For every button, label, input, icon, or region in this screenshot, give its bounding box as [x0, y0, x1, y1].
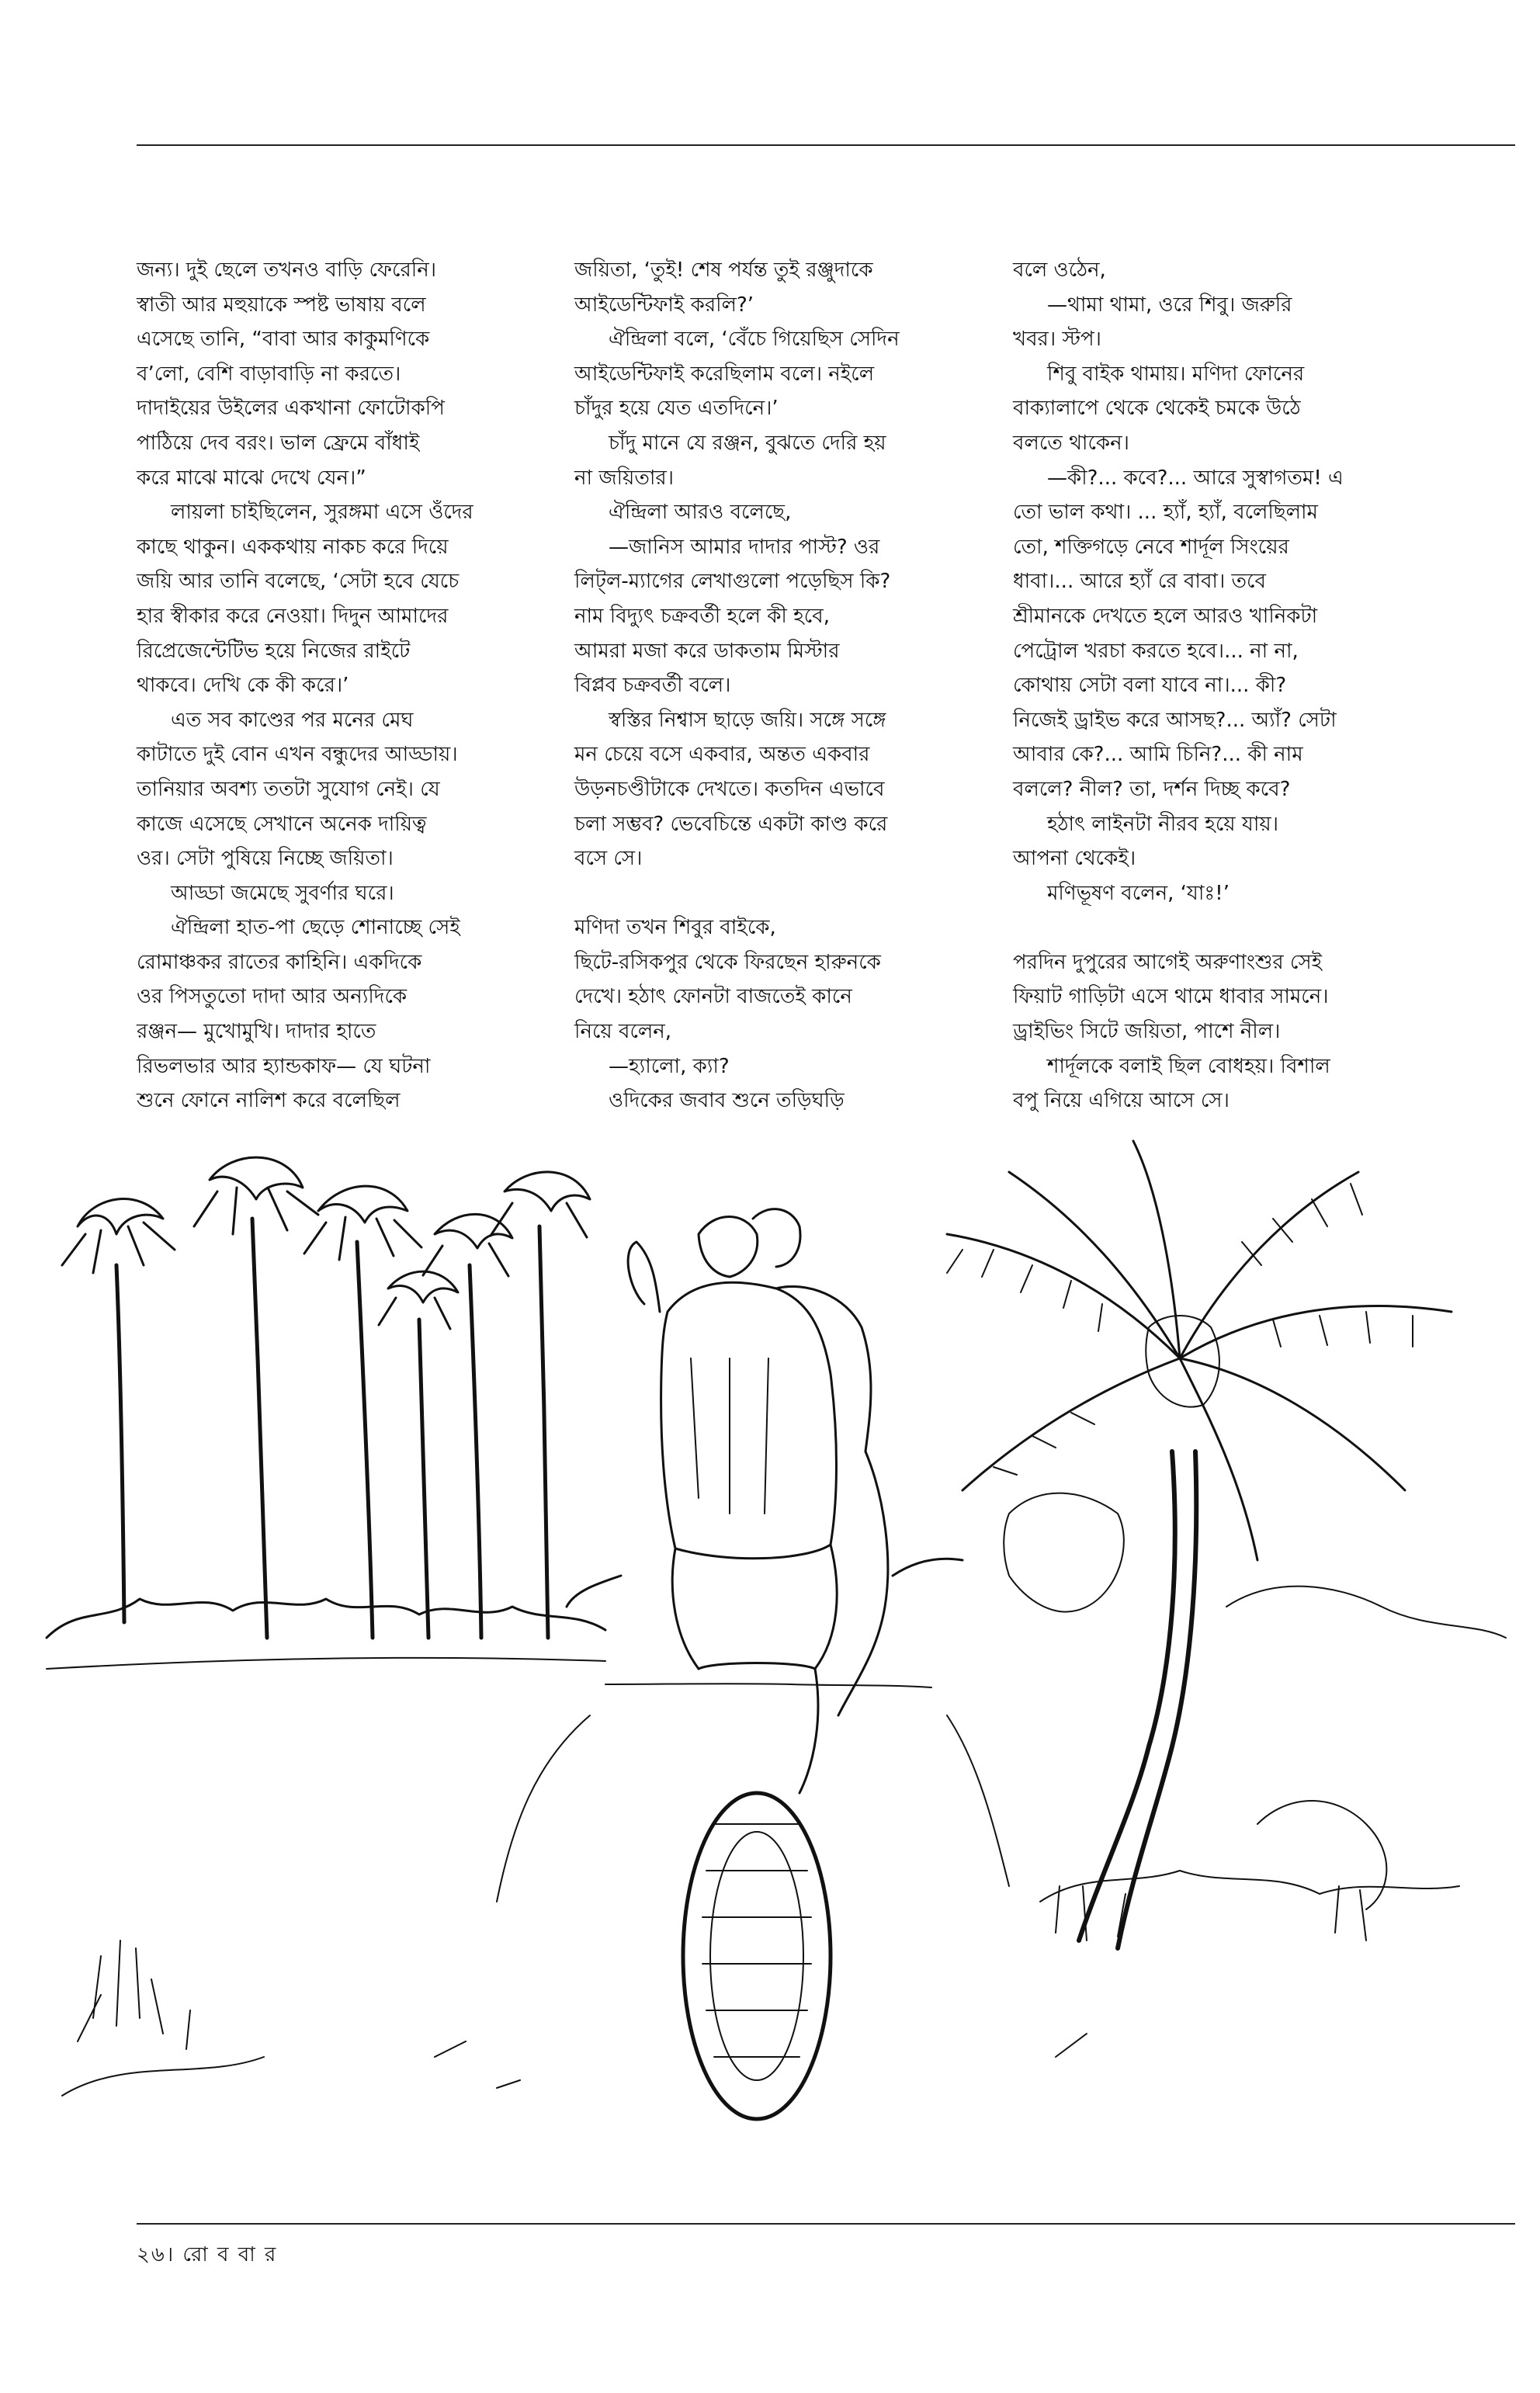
text-line: কাজে এসেছে সেখানে অনেক দায়িত্ব [137, 812, 427, 836]
folio-separator: । [165, 2243, 175, 2266]
magazine-name: রো ব বা র [182, 2243, 278, 2266]
text-line: শার্দূলকে বলাই ছিল বোধহয়। বিশাল [1047, 1054, 1330, 1078]
text-line: শিবু বাইক থামায়। মণিদা ফোনের [1047, 362, 1305, 386]
text-line: দেখে। হঠাৎ ফোনটা বাজতেই কানে [574, 985, 852, 1009]
text-line: এত সব কাণ্ডের পর মনের মেঘ [171, 708, 414, 732]
text-line: বলে ওঠেন, [1013, 258, 1106, 282]
text-line: ব’লো, বেশি বাড়াবাড়ি না করতে। [137, 362, 401, 386]
text-line: বলতে থাকেন। [1013, 431, 1129, 455]
text-line: খবর। স্টপ। [1013, 328, 1101, 352]
text-line: —থামা থামা, ওরে শিবু। জরুরি [1047, 293, 1292, 317]
text-column-1 [137, 253, 525, 1118]
text-line: বসে সে। [574, 847, 643, 871]
text-line: ছিটে-রসিকপুর থেকে ফিরছেন হারুনকে [574, 950, 881, 974]
text-line: চলা সম্ভব? ভেবেচিন্তে একটা কাণ্ড করে [574, 812, 888, 836]
text-line: আবার কে?... আমি চিনি?... কী নাম [1013, 743, 1303, 767]
text-line: দাদাইয়ের উইলের একখানা ফোটোকপি [137, 397, 445, 421]
text-line: মণিদা তখন শিবুর বাইকে, [574, 916, 776, 940]
text-line: রোমাঞ্চকর রাতের কাহিনি। একদিকে [137, 950, 422, 974]
text-line: আপনা থেকেই। [1013, 847, 1136, 871]
paragraph-gap [1013, 910, 1401, 945]
text-line: কাছে থাকুন। এককথায় নাকচ করে দিয়ে [137, 535, 449, 559]
text-line: এসেছে তানি, “বাবা আর কাকুমণিকে [137, 328, 430, 352]
paragraph-gap [574, 876, 962, 911]
text-line: আমরা মজা করে ডাকতাম মিস্টার [574, 639, 840, 663]
text-line: পেট্রোল খরচা করতে হবে।... না না, [1013, 639, 1299, 663]
text-line: বিপ্লব চক্রবর্তী বলে। [574, 674, 731, 698]
text-line: নিয়ে বলেন, [574, 1020, 672, 1044]
text-line: ওর। সেটা পুষিয়ে নিচ্ছে জয়িতা। [137, 847, 394, 871]
text-line: না জয়িতার। [574, 466, 674, 490]
text-line: চাঁদুর হয়ে যেত এতদিনে।’ [574, 397, 779, 421]
text-line: হঠাৎ লাইনটা নীরব হয়ে যায়। [1047, 812, 1278, 836]
text-line: —হ্যালো, ক্যা? [609, 1054, 730, 1078]
text-line: রিভলভার আর হ্যান্ডকাফ— যে ঘটনা [137, 1054, 431, 1078]
text-line: তো, শক্তিগড়ে নেবে শার্দূল সিংয়ের [1013, 535, 1289, 559]
bottom-rule [137, 2223, 1515, 2225]
palm-trees-left [62, 1157, 590, 1638]
shrubs-right [1004, 1493, 1506, 1940]
text-line: স্বস্তির নিশ্বাস ছাড়ে জয়ি। সঙ্গে সঙ্গে [609, 708, 886, 732]
text-line: নিজেই ড্রাইভ করে আসছ?... অ্যাঁ? সেটা [1013, 708, 1337, 732]
text-line: তো ভাল কথা। ... হ্যাঁ, হ্যাঁ, বলেছিলাম [1013, 501, 1318, 525]
text-line: ঐন্দ্রিলা বলে, ‘বেঁচে গিয়েছিস সেদিন [609, 328, 900, 352]
text-line: থাকবে। দেখি কে কী করে।’ [137, 674, 349, 698]
text-line: আইডেন্টিফাই করেছিলাম বলে। নইলে [574, 362, 875, 386]
text-line: জয়িতা, ‘তুই! শেষ পর্যন্ত তুই রঞ্জুদাকে [574, 258, 873, 282]
text-line: —জানিস আমার দাদার পাস্ট? ওর [609, 535, 880, 559]
footer-folio [137, 2239, 277, 2273]
text-line: পরদিন দুপুরের আগেই অরুণাংশুর সেই [1013, 950, 1323, 974]
text-line: ওদিকের জবাব শুনে তড়িঘড়ি [609, 1089, 845, 1113]
page-number: ২৬ [137, 2243, 166, 2266]
text-line: জয়ি আর তানি বলেছে, ‘সেটা হবে যেচে [137, 570, 460, 594]
text-line: মন চেয়ে বসে একবার, অন্তত একবার [574, 743, 870, 767]
text-line: ধাবা।... আরে হ্যাঁ রে বাবা। তবে [1013, 570, 1266, 594]
shrubs-left [47, 1599, 605, 2096]
text-line: ওর পিসতুতো দাদা আর অন্যদিকে [137, 985, 408, 1009]
text-line: পাঠিয়ে দেব বরং। ভাল ফ্রেমে বাঁধাই [137, 431, 420, 455]
illustration-motorbike-road [31, 1125, 1521, 2197]
text-line: বললে? নীল? তা, দর্শন দিচ্ছ কবে? [1013, 777, 1291, 801]
text-line: লিট্‌ল-ম্যাগের লেখাগুলো পড়েছিস কি? [574, 570, 891, 594]
text-line: আইডেন্টিফাই করলি?’ [574, 293, 754, 317]
text-line: উড়নচণ্ডীটাকে দেখতে। কতদিন এভাবে [574, 777, 885, 801]
text-line: কোথায় সেটা বলা যাবে না।... কী? [1013, 674, 1287, 698]
text-line: তানিয়ার অবশ্য ততটা সুযোগ নেই। যে [137, 777, 440, 801]
text-column-3 [1013, 253, 1401, 1118]
text-line: চাঁদু মানে যে রঞ্জন, বুঝতে দেরি হয় [609, 431, 886, 455]
text-column-2 [574, 253, 962, 1118]
text-line: ফিয়াট গাড়িটা এসে থামে ধাবার সামনে। [1013, 985, 1329, 1009]
text-line: ঐন্দ্রিলা আরও বলেছে, [609, 501, 792, 525]
palm-tree-right [947, 1141, 1452, 1948]
text-line: বাক্যালাপে থেকে থেকেই চমকে উঠে [1013, 397, 1301, 421]
text-line: মণিভূষণ বলেন, ‘যাঃ!’ [1047, 881, 1230, 905]
text-line: নাম বিদ্যুৎ চক্রবর্তী হলে কী হবে, [574, 604, 830, 628]
text-line: ঐন্দ্রিলা হাত-পা ছেড়ে শোনাচ্ছে সেই [171, 916, 460, 940]
text-line: —কী?... কবে?... আরে সুস্বাগতম! এ [1047, 466, 1344, 490]
text-line: স্বাতী আর মহুয়াকে স্পষ্ট ভাষায় বলে [137, 293, 426, 317]
top-rule [137, 144, 1515, 146]
motorbike-riders [567, 1209, 962, 2119]
text-line: ড্রাইভিং সিটে জয়িতা, পাশে নীল। [1013, 1020, 1281, 1044]
text-line: শুনে ফোনে নালিশ করে বলেছিল [137, 1089, 401, 1113]
text-line: করে মাঝে মাঝে দেখে যেন।” [137, 466, 366, 490]
text-line: রিপ্রেজেন্টেটিভ হয়ে নিজের রাইটে [137, 639, 411, 663]
text-line: জন্য। দুই ছেলে তখনও বাড়ি ফেরেনি। [137, 258, 437, 282]
text-line: রঞ্জন— মুখোমুখি। দাদার হাতে [137, 1020, 376, 1044]
text-line: হার স্বীকার করে নেওয়া। দিদুন আমাদের [137, 604, 449, 628]
text-line: লায়লা চাইছিলেন, সুরঙ্গমা এসে ওঁদের [171, 501, 473, 525]
road [435, 1684, 1087, 2088]
text-line: কাটাতে দুই বোন এখন বন্ধুদের আড্ডায়। [137, 743, 458, 767]
text-line: আড্ডা জমেছে সুবর্ণার ঘরে। [171, 881, 394, 905]
text-line: বপু নিয়ে এগিয়ে আসে সে। [1013, 1089, 1230, 1113]
text-line: শ্রীমানকে দেখতে হলে আরও খানিকটা [1013, 604, 1318, 628]
